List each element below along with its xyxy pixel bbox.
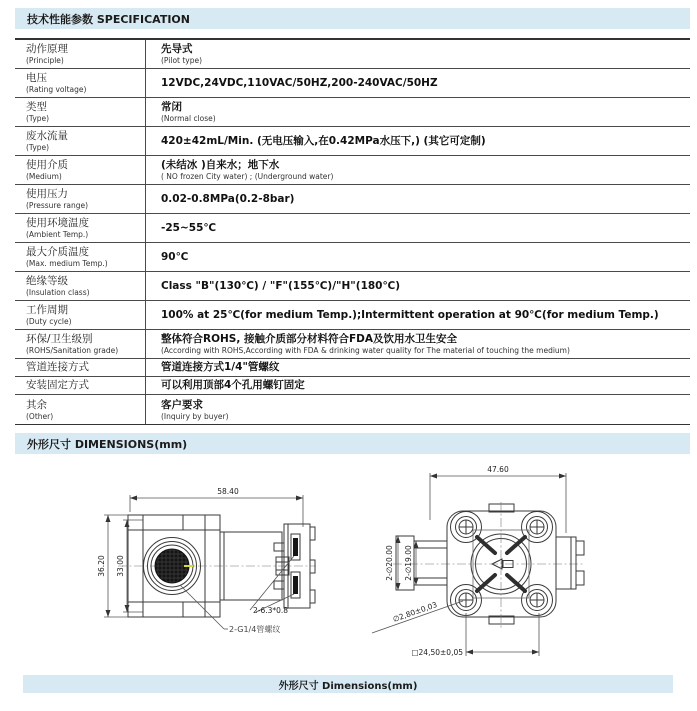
spec-label-cell <box>15 272 146 300</box>
spec-label-cell <box>15 330 146 358</box>
spec-label-zh: 废水流量 <box>26 130 68 142</box>
spec-label-en: (Pressure range) <box>26 201 89 210</box>
spec-label-en: (Insulation class) <box>26 288 90 297</box>
spec-label-cell <box>15 185 146 213</box>
spec-value-cell <box>146 40 690 68</box>
spec-value-sub: ( NO frozen City water) ; (Underground water) <box>161 172 334 181</box>
spec-value-sub: (Pilot type) <box>161 56 203 65</box>
spec-value: 常闭 <box>161 101 182 113</box>
table-row <box>15 156 690 185</box>
spec-label-zh: 安装固定方式 <box>26 379 89 391</box>
table-row <box>15 377 690 395</box>
dimensions-title: 外形尺寸 DIMENSIONS(mm) <box>27 437 188 451</box>
spec-value-cell <box>146 359 690 376</box>
spec-label-zh: 最大介质温度 <box>26 246 89 258</box>
side-outer-height-dim: 36.20 <box>97 555 106 577</box>
table-row <box>15 359 690 377</box>
table-row <box>15 330 690 359</box>
spec-label-en: (Duty cycle) <box>26 317 72 326</box>
spec-value: 12VDC,24VDC,110VAC/50HZ,200-240VAC/50HZ <box>161 76 438 89</box>
spec-value-sub: (According with ROHS,According with FDA & drinking water quality for The material of touching the medium) <box>161 346 570 355</box>
spec-label-en: (ROHS/Sanitation grade) <box>26 346 119 355</box>
footer-caption: 外形尺寸 Dimensions(mm) <box>278 680 418 692</box>
spec-label-zh: 使用压力 <box>26 188 68 200</box>
spec-value-cell <box>146 98 690 126</box>
spec-value: 可以利用顶部4个孔用螺钉固定 <box>161 379 305 391</box>
table-row <box>15 243 690 272</box>
spec-value-cell <box>146 243 690 271</box>
spec-value-cell <box>146 156 690 184</box>
table-row <box>15 214 690 243</box>
spec-value-cell <box>146 127 690 155</box>
spec-label-en: (Rating voltage) <box>26 85 87 94</box>
footer-caption-bar <box>23 675 673 693</box>
spec-label-zh: 使用介质 <box>26 159 68 171</box>
spec-value-sub: (Normal close) <box>161 114 216 123</box>
spec-label-zh: 使用环境温度 <box>26 217 89 229</box>
spec-value: Class "B"(130℃) / "F"(155℃)/"H"(180℃) <box>161 279 401 292</box>
side-width-dim: 58.40 <box>217 487 239 496</box>
spec-label-cell <box>15 359 146 376</box>
spec-label-cell <box>15 243 146 271</box>
specification-title: 技术性能参数 SPECIFICATION <box>27 12 190 26</box>
spec-label-cell <box>15 156 146 184</box>
spec-label-cell <box>15 127 146 155</box>
table-row <box>15 40 690 69</box>
specification-section-header <box>15 8 690 29</box>
side-view-drawing <box>97 487 316 634</box>
spec-value-cell <box>146 301 690 329</box>
port-outer-dia-dim: 2-∅20.00 <box>385 545 394 581</box>
spec-value: 420±42mL/Min. (无电压输入,在0.42MPa水压下,) (其它可定制) <box>161 134 486 147</box>
spec-label-zh: 类型 <box>26 101 47 113</box>
spec-label-cell <box>15 377 146 394</box>
port-inner-dia-dim: 2-∅19.00 <box>404 545 413 581</box>
table-row <box>15 301 690 330</box>
spec-value-sub: (Inquiry by buyer) <box>161 411 229 421</box>
spec-value-cell <box>146 214 690 242</box>
table-row <box>15 127 690 156</box>
table-row <box>15 98 690 127</box>
table-row <box>15 395 690 424</box>
spec-value-cell <box>146 395 690 424</box>
spec-value: 客户要求 <box>161 398 203 411</box>
spec-value: (未结冰 )自来水；地下水 <box>161 159 280 171</box>
spec-value: -25~55℃ <box>161 221 217 234</box>
spec-value-cell <box>146 272 690 300</box>
terminal-size-label: 2-6.3*0.8 <box>253 606 289 615</box>
spec-label-en: (Other) <box>26 411 54 421</box>
spec-label-zh: 管道连接方式 <box>26 361 89 373</box>
spec-label-zh: 电压 <box>26 72 47 84</box>
spec-label-zh: 动作原理 <box>26 43 68 55</box>
spec-label-en: (Type) <box>26 143 50 152</box>
spec-label-en: (Principle) <box>26 56 64 65</box>
mount-square-dim: □24,50±0,05 <box>411 648 463 657</box>
spec-value: 管道连接方式1/4"管螺纹 <box>161 361 280 373</box>
spec-value: 90℃ <box>161 250 189 263</box>
spec-label-en: (Medium) <box>26 172 62 181</box>
spec-label-cell <box>15 301 146 329</box>
spec-value-cell <box>146 377 690 394</box>
spec-label-en: (Type) <box>26 114 50 123</box>
spec-value: 整体符合ROHS, 接触介质部分材料符合FDA及饮用水卫生安全 <box>161 333 458 345</box>
spec-label-cell <box>15 98 146 126</box>
spec-value: 先导式 <box>161 43 193 55</box>
spec-label-cell <box>15 395 146 424</box>
spec-label-en: (Max. medium Temp.) <box>26 259 108 268</box>
spec-label-cell <box>15 69 146 97</box>
spec-value: 100% at 25℃(for medium Temp.);Intermittent operation at 90℃(for medium Temp.) <box>161 308 659 321</box>
table-row <box>15 185 690 214</box>
spec-label-zh: 绝缘等级 <box>26 275 68 287</box>
dimensions-section-header <box>15 433 690 454</box>
spec-label-zh: 环保/卫生级别 <box>26 333 93 345</box>
spec-label-cell <box>15 214 146 242</box>
right-port <box>556 537 584 589</box>
port-thread-label: 2-G1/4管螺纹 <box>229 625 281 634</box>
spec-label-zh: 其余 <box>26 398 47 411</box>
screw-hole-dia-dim: ∅2,80±0,03 <box>391 600 439 624</box>
top-view-drawing <box>372 465 584 657</box>
spec-value-cell <box>146 69 690 97</box>
spec-value: 0.02-0.8MPa(0.2-8bar) <box>161 192 295 205</box>
spec-label-en: (Ambient Temp.) <box>26 230 89 239</box>
spec-label-zh: 工作周期 <box>26 304 68 316</box>
spec-label-cell <box>15 40 146 68</box>
top-width-dim: 47.60 <box>487 465 509 474</box>
specification-table <box>15 38 690 425</box>
table-row <box>15 272 690 301</box>
table-row <box>15 69 690 98</box>
side-inner-height-dim: 33.00 <box>116 555 125 577</box>
dimension-drawings <box>0 455 697 673</box>
spec-value-cell <box>146 330 690 358</box>
spec-value-cell <box>146 185 690 213</box>
